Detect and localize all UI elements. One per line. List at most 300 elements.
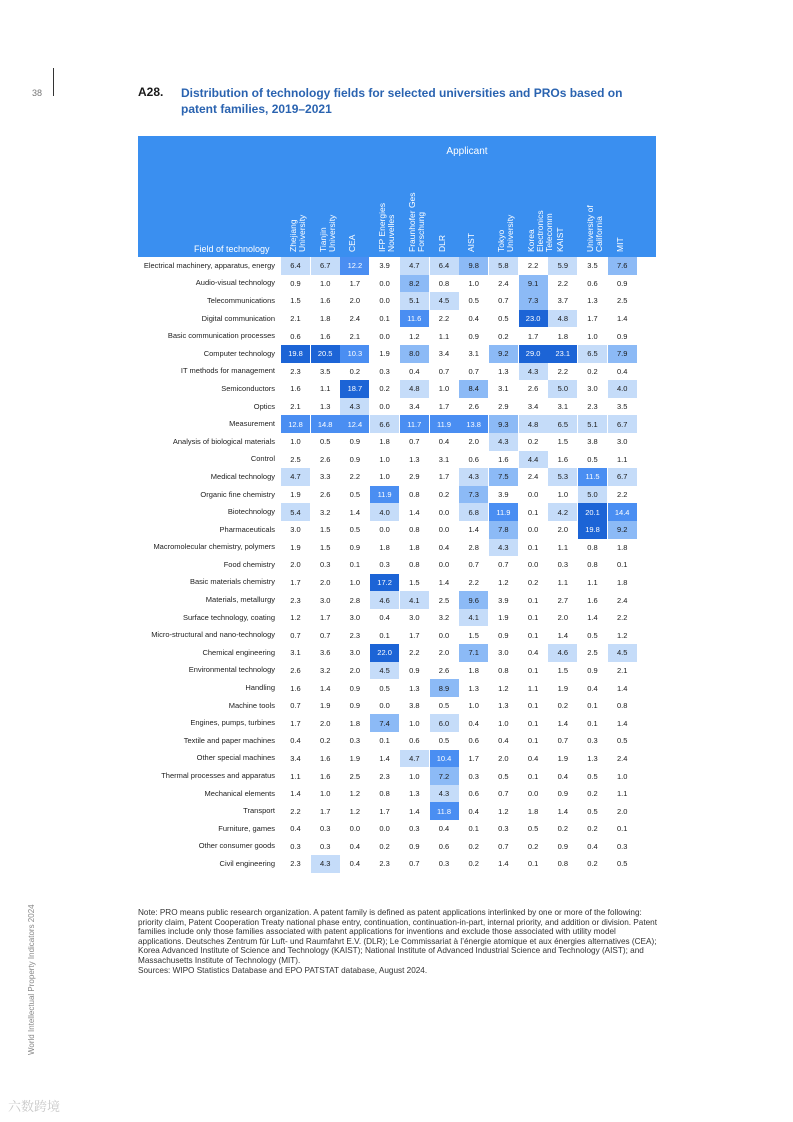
heatmap-cell: 0.1 bbox=[578, 714, 607, 732]
heatmap-cell: 1.0 bbox=[400, 714, 429, 732]
heatmap-cell: 4.3 bbox=[311, 855, 340, 873]
heatmap-cell: 1.2 bbox=[489, 574, 518, 592]
heatmap-cell: 1.7 bbox=[400, 626, 429, 644]
heatmap-cell: 0.1 bbox=[370, 732, 399, 750]
heatmap-cell: 1.8 bbox=[608, 574, 637, 592]
row-label: Pharmaceuticals bbox=[219, 524, 275, 534]
heatmap-cell: 0.6 bbox=[459, 785, 488, 803]
heatmap-cell: 2.3 bbox=[281, 855, 310, 873]
heatmap-cell: 0.4 bbox=[281, 732, 310, 750]
heatmap-cell: 1.3 bbox=[400, 785, 429, 803]
heatmap-cell: 2.0 bbox=[548, 521, 577, 539]
heatmap-cell: 7.9 bbox=[608, 345, 637, 363]
heatmap-cell: 0.0 bbox=[340, 820, 369, 838]
heatmap-cell: 2.3 bbox=[281, 363, 310, 381]
column-header-label: Tianjin University bbox=[317, 214, 337, 252]
heatmap-cell: 2.1 bbox=[608, 662, 637, 680]
heatmap-cell: 1.5 bbox=[400, 574, 429, 592]
heatmap-cell: 3.5 bbox=[608, 398, 637, 416]
heatmap-cell: 0.0 bbox=[370, 697, 399, 715]
heatmap-cell: 2.2 bbox=[459, 574, 488, 592]
row-label: Audio-visual technology bbox=[195, 278, 275, 288]
heatmap-cell: 2.3 bbox=[578, 398, 607, 416]
heatmap-cell: 1.1 bbox=[281, 767, 310, 785]
table-row bbox=[138, 679, 656, 697]
heatmap-cell: 0.4 bbox=[430, 539, 459, 557]
heatmap-cell: 1.9 bbox=[311, 697, 340, 715]
heatmap-cell: 0.5 bbox=[340, 521, 369, 539]
heatmap-cell: 0.9 bbox=[548, 838, 577, 856]
heatmap-cell: 2.6 bbox=[281, 662, 310, 680]
heatmap-cell: 0.7 bbox=[489, 292, 518, 310]
heatmap-cell: 1.6 bbox=[489, 451, 518, 469]
heatmap-cell: 2.0 bbox=[311, 714, 340, 732]
heatmap-cell: 6.4 bbox=[281, 257, 310, 275]
heatmap-cell: 0.8 bbox=[608, 697, 637, 715]
heatmap-cell: 0.6 bbox=[578, 275, 607, 293]
heatmap-cell: 1.3 bbox=[578, 750, 607, 768]
heatmap-cell: 0.1 bbox=[519, 609, 548, 627]
heatmap-cell: 2.4 bbox=[340, 310, 369, 328]
heatmap-cell: 2.8 bbox=[459, 539, 488, 557]
heatmap-cell: 6.0 bbox=[430, 714, 459, 732]
heatmap-cell: 2.6 bbox=[519, 380, 548, 398]
heatmap-cell: 1.2 bbox=[489, 802, 518, 820]
heatmap-cell: 1.0 bbox=[400, 767, 429, 785]
heatmap-cell: 0.8 bbox=[489, 662, 518, 680]
heatmap-cell: 0.3 bbox=[400, 820, 429, 838]
heatmap-cell: 0.5 bbox=[608, 732, 637, 750]
heatmap-cell: 5.4 bbox=[281, 503, 310, 521]
heatmap-cell: 0.7 bbox=[459, 556, 488, 574]
heatmap-cell: 0.5 bbox=[459, 292, 488, 310]
heatmap-cell: 0.2 bbox=[578, 820, 607, 838]
heatmap-cell: 1.6 bbox=[311, 327, 340, 345]
heatmap-cell: 0.5 bbox=[340, 486, 369, 504]
table-row bbox=[138, 521, 656, 539]
heatmap-cell: 0.8 bbox=[400, 556, 429, 574]
heatmap-cell: 2.6 bbox=[311, 451, 340, 469]
table-row bbox=[138, 380, 656, 398]
heatmap-cell: 4.3 bbox=[489, 539, 518, 557]
table-body bbox=[138, 257, 656, 873]
heatmap-cell: 23.0 bbox=[519, 310, 548, 328]
heatmap-cell: 4.1 bbox=[459, 609, 488, 627]
heatmap-cell: 1.1 bbox=[608, 451, 637, 469]
heatmap-cell: 0.0 bbox=[519, 556, 548, 574]
row-label: Computer technology bbox=[203, 348, 275, 358]
table-row bbox=[138, 257, 656, 275]
heatmap-cell: 1.7 bbox=[340, 275, 369, 293]
heatmap-cell: 4.0 bbox=[370, 503, 399, 521]
heatmap-cell: 13.8 bbox=[459, 415, 488, 433]
heatmap-cell: 0.1 bbox=[519, 662, 548, 680]
heatmap-cell: 2.2 bbox=[608, 609, 637, 627]
heatmap-cell: 3.9 bbox=[370, 257, 399, 275]
heatmap-cell: 2.0 bbox=[459, 433, 488, 451]
heatmap-cell: 1.3 bbox=[400, 679, 429, 697]
heatmap-cell: 0.2 bbox=[548, 697, 577, 715]
heatmap-cell: 0.2 bbox=[459, 855, 488, 873]
heatmap-cell: 3.9 bbox=[489, 486, 518, 504]
heatmap-cell: 14.4 bbox=[608, 503, 637, 521]
heatmap-cell: 0.5 bbox=[430, 697, 459, 715]
heatmap-cell: 9.6 bbox=[459, 591, 488, 609]
column-header-label: AIST bbox=[466, 233, 477, 252]
heatmap-cell: 4.6 bbox=[548, 644, 577, 662]
row-label: Food chemistry bbox=[223, 559, 275, 569]
heatmap-cell: 3.0 bbox=[281, 521, 310, 539]
heatmap-cell: 2.6 bbox=[459, 398, 488, 416]
heatmap-cell: 0.1 bbox=[519, 503, 548, 521]
heatmap-cell: 0.2 bbox=[430, 486, 459, 504]
heatmap-cell: 0.2 bbox=[370, 838, 399, 856]
heatmap-cell: 1.3 bbox=[400, 451, 429, 469]
heatmap-cell: 1.6 bbox=[311, 767, 340, 785]
heatmap-cell: 1.4 bbox=[311, 679, 340, 697]
heatmap-cell: 2.4 bbox=[608, 591, 637, 609]
heatmap-cell: 3.5 bbox=[311, 363, 340, 381]
heatmap-cell: 7.6 bbox=[608, 257, 637, 275]
heatmap-cell: 1.7 bbox=[370, 802, 399, 820]
heatmap-cell: 0.5 bbox=[489, 310, 518, 328]
heatmap-cell: 3.5 bbox=[578, 257, 607, 275]
column-header bbox=[489, 158, 519, 252]
heatmap-cell: 1.7 bbox=[281, 574, 310, 592]
row-label: Engines, pumps, turbines bbox=[190, 718, 275, 728]
row-label: Control bbox=[250, 454, 275, 464]
heatmap-cell: 2.0 bbox=[281, 556, 310, 574]
heatmap-cell: 9.2 bbox=[489, 345, 518, 363]
heatmap-cell: 2.2 bbox=[519, 257, 548, 275]
heatmap-cell: 0.9 bbox=[281, 275, 310, 293]
heatmap-cell: 4.1 bbox=[400, 591, 429, 609]
heatmap-cell: 4.8 bbox=[519, 415, 548, 433]
heatmap-cell: 0.2 bbox=[459, 838, 488, 856]
column-header-label: KAIST bbox=[555, 227, 566, 252]
heatmap-cell: 20.5 bbox=[311, 345, 340, 363]
heatmap-cell: 0.1 bbox=[519, 697, 548, 715]
heatmap-cell: 0.9 bbox=[459, 327, 488, 345]
heatmap-cell: 2.7 bbox=[548, 591, 577, 609]
heatmap-cell: 1.8 bbox=[370, 539, 399, 557]
heatmap-cell: 1.0 bbox=[489, 714, 518, 732]
heatmap-cell: 0.7 bbox=[489, 785, 518, 803]
heatmap-cell: 6.4 bbox=[430, 257, 459, 275]
heatmap-cell: 0.5 bbox=[489, 767, 518, 785]
heatmap-cell: 1.6 bbox=[578, 591, 607, 609]
heatmap-cell: 3.1 bbox=[281, 644, 310, 662]
heatmap-cell: 0.6 bbox=[430, 838, 459, 856]
heatmap-cell: 0.4 bbox=[281, 820, 310, 838]
heatmap-cell: 11.9 bbox=[370, 486, 399, 504]
heatmap-cell: 0.9 bbox=[400, 662, 429, 680]
sources-text: Sources: WIPO Statistics Database and EPO PATSTAT database, August 2024. bbox=[138, 965, 428, 975]
column-header bbox=[340, 158, 370, 252]
row-label: Organic fine chemistry bbox=[200, 489, 275, 499]
table-row bbox=[138, 486, 656, 504]
heatmap-cell: 3.1 bbox=[430, 451, 459, 469]
heatmap-cell: 3.4 bbox=[281, 750, 310, 768]
field-header: Field of technology bbox=[194, 244, 270, 254]
heatmap-cell: 0.1 bbox=[608, 820, 637, 838]
table-row bbox=[138, 451, 656, 469]
heatmap-cell: 5.1 bbox=[578, 415, 607, 433]
heatmap-cell: 8.2 bbox=[400, 275, 429, 293]
row-label: Medical technology bbox=[210, 471, 275, 481]
heatmap-cell: 7.8 bbox=[489, 521, 518, 539]
heatmap-cell: 1.0 bbox=[340, 574, 369, 592]
heatmap-cell: 0.3 bbox=[370, 556, 399, 574]
heatmap-cell: 1.9 bbox=[489, 609, 518, 627]
table-row bbox=[138, 415, 656, 433]
heatmap-cell: 0.4 bbox=[578, 679, 607, 697]
heatmap-cell: 0.3 bbox=[489, 820, 518, 838]
heatmap-cell: 0.4 bbox=[459, 802, 488, 820]
heatmap-cell: 1.8 bbox=[400, 539, 429, 557]
heatmap-cell: 3.2 bbox=[311, 662, 340, 680]
heatmap-cell: 1.2 bbox=[340, 802, 369, 820]
heatmap-cell: 1.4 bbox=[548, 714, 577, 732]
heatmap-cell: 2.0 bbox=[430, 644, 459, 662]
row-label: Basic materials chemistry bbox=[189, 577, 275, 587]
table-row bbox=[138, 838, 656, 856]
heatmap-cell: 0.2 bbox=[340, 363, 369, 381]
heatmap-cell: 4.5 bbox=[370, 662, 399, 680]
heatmap-cell: 7.5 bbox=[489, 468, 518, 486]
table-row bbox=[138, 327, 656, 345]
table-row bbox=[138, 802, 656, 820]
heatmap-cell: 1.7 bbox=[311, 609, 340, 627]
heatmap-cell: 4.7 bbox=[281, 468, 310, 486]
heatmap-cell: 7.2 bbox=[430, 767, 459, 785]
heatmap-cell: 1.4 bbox=[548, 802, 577, 820]
table-row bbox=[138, 275, 656, 293]
heatmap-cell: 0.4 bbox=[519, 750, 548, 768]
row-label: Measurement bbox=[229, 419, 275, 429]
heatmap-cell: 0.4 bbox=[430, 820, 459, 838]
heatmap-cell: 1.2 bbox=[340, 785, 369, 803]
column-header bbox=[578, 158, 608, 252]
heatmap-cell: 2.0 bbox=[608, 802, 637, 820]
heatmap-cell: 1.9 bbox=[548, 679, 577, 697]
heatmap-cell: 0.7 bbox=[281, 697, 310, 715]
heatmap-cell: 0.2 bbox=[578, 363, 607, 381]
heatmap-cell: 0.1 bbox=[519, 732, 548, 750]
heatmap-cell: 0.2 bbox=[370, 380, 399, 398]
heatmap-cell: 0.3 bbox=[370, 363, 399, 381]
heatmap-cell: 0.5 bbox=[430, 732, 459, 750]
column-header bbox=[608, 158, 638, 252]
row-label: Chemical engineering bbox=[202, 647, 275, 657]
heatmap-cell: 1.8 bbox=[519, 802, 548, 820]
heatmap-cell: 2.5 bbox=[608, 292, 637, 310]
heatmap-cell: 3.0 bbox=[340, 644, 369, 662]
heatmap-table bbox=[138, 136, 656, 873]
heatmap-cell: 2.3 bbox=[370, 855, 399, 873]
heatmap-cell: 0.7 bbox=[459, 363, 488, 381]
heatmap-cell: 1.8 bbox=[459, 662, 488, 680]
table-row bbox=[138, 662, 656, 680]
heatmap-cell: 0.3 bbox=[311, 820, 340, 838]
table-row bbox=[138, 468, 656, 486]
heatmap-cell: 0.7 bbox=[281, 626, 310, 644]
heatmap-cell: 0.6 bbox=[459, 732, 488, 750]
heatmap-cell: 2.3 bbox=[281, 591, 310, 609]
heatmap-cell: 0.6 bbox=[281, 327, 310, 345]
column-header-label: Tokyo University bbox=[495, 214, 515, 252]
heatmap-cell: 1.9 bbox=[281, 486, 310, 504]
heatmap-cell: 0.5 bbox=[311, 433, 340, 451]
table-row bbox=[138, 732, 656, 750]
heatmap-cell: 0.7 bbox=[430, 363, 459, 381]
column-header-label: Korea Electronics Telecomm bbox=[525, 210, 554, 252]
row-label: Telecommunications bbox=[207, 295, 275, 305]
heatmap-cell: 3.1 bbox=[459, 345, 488, 363]
column-header bbox=[281, 158, 311, 252]
heatmap-cell: 1.1 bbox=[519, 679, 548, 697]
heatmap-cell: 3.4 bbox=[430, 345, 459, 363]
heatmap-cell: 19.8 bbox=[281, 345, 310, 363]
heatmap-cell: 1.4 bbox=[340, 503, 369, 521]
heatmap-cell: 0.7 bbox=[311, 626, 340, 644]
heatmap-cell: 0.4 bbox=[430, 433, 459, 451]
heatmap-cell: 1.4 bbox=[548, 626, 577, 644]
heatmap-cell: 0.4 bbox=[370, 609, 399, 627]
heatmap-cell: 1.2 bbox=[400, 327, 429, 345]
row-label: IT methods for management bbox=[180, 366, 275, 376]
heatmap-cell: 4.8 bbox=[548, 310, 577, 328]
row-label: Machine tools bbox=[228, 700, 275, 710]
heatmap-cell: 3.4 bbox=[519, 398, 548, 416]
column-header bbox=[400, 158, 430, 252]
heatmap-cell: 6.7 bbox=[608, 415, 637, 433]
row-label: Mechanical elements bbox=[204, 788, 275, 798]
heatmap-cell: 3.9 bbox=[489, 591, 518, 609]
heatmap-cell: 17.2 bbox=[370, 574, 399, 592]
heatmap-cell: 11.6 bbox=[400, 310, 429, 328]
heatmap-cell: 5.8 bbox=[489, 257, 518, 275]
heatmap-cell: 0.1 bbox=[519, 767, 548, 785]
row-label: Textile and paper machines bbox=[183, 735, 275, 745]
heatmap-cell: 10.3 bbox=[340, 345, 369, 363]
heatmap-cell: 9.2 bbox=[608, 521, 637, 539]
column-header-label: University of California bbox=[585, 205, 604, 252]
heatmap-cell: 12.4 bbox=[340, 415, 369, 433]
heatmap-cell: 4.7 bbox=[400, 750, 429, 768]
heatmap-cell: 0.0 bbox=[370, 327, 399, 345]
heatmap-cell: 0.0 bbox=[519, 521, 548, 539]
heatmap-cell: 3.6 bbox=[311, 644, 340, 662]
table-row bbox=[138, 767, 656, 785]
heatmap-cell: 0.1 bbox=[340, 556, 369, 574]
heatmap-cell: 2.3 bbox=[370, 767, 399, 785]
heatmap-cell: 1.4 bbox=[430, 574, 459, 592]
heatmap-cell: 23.1 bbox=[548, 345, 577, 363]
heatmap-cell: 1.4 bbox=[578, 609, 607, 627]
heatmap-cell: 0.2 bbox=[519, 838, 548, 856]
heatmap-cell: 2.5 bbox=[430, 591, 459, 609]
table-row bbox=[138, 644, 656, 662]
heatmap-cell: 11.5 bbox=[578, 468, 607, 486]
heatmap-cell: 0.3 bbox=[311, 838, 340, 856]
heatmap-cell: 3.0 bbox=[608, 433, 637, 451]
heatmap-cell: 1.0 bbox=[370, 468, 399, 486]
heatmap-cell: 0.0 bbox=[430, 521, 459, 539]
watermark-logo: 六数跨境 bbox=[8, 1099, 61, 1114]
note-block bbox=[138, 908, 658, 975]
table-row bbox=[138, 539, 656, 557]
column-header bbox=[459, 158, 489, 252]
heatmap-cell: 6.8 bbox=[459, 503, 488, 521]
heatmap-cell: 1.2 bbox=[489, 679, 518, 697]
heatmap-cell: 12.8 bbox=[281, 415, 310, 433]
heatmap-cell: 1.4 bbox=[281, 785, 310, 803]
heatmap-cell: 1.1 bbox=[578, 574, 607, 592]
heatmap-cell: 2.4 bbox=[519, 468, 548, 486]
heatmap-cell: 0.9 bbox=[608, 327, 637, 345]
heatmap-cell: 1.0 bbox=[459, 697, 488, 715]
heatmap-cell: 1.0 bbox=[430, 380, 459, 398]
heatmap-cell: 0.0 bbox=[519, 785, 548, 803]
heatmap-cell: 0.2 bbox=[519, 433, 548, 451]
heatmap-cell: 1.7 bbox=[430, 468, 459, 486]
heatmap-cell: 0.7 bbox=[400, 855, 429, 873]
heatmap-cell: 0.2 bbox=[489, 327, 518, 345]
table-row bbox=[138, 363, 656, 381]
heatmap-cell: 4.7 bbox=[400, 257, 429, 275]
table-header bbox=[138, 136, 656, 257]
heatmap-cell: 0.8 bbox=[400, 521, 429, 539]
heatmap-cell: 3.0 bbox=[311, 591, 340, 609]
heatmap-cell: 0.5 bbox=[608, 855, 637, 873]
table-row bbox=[138, 750, 656, 768]
heatmap-cell: 1.8 bbox=[311, 310, 340, 328]
heatmap-cell: 8.4 bbox=[459, 380, 488, 398]
heatmap-cell: 4.8 bbox=[400, 380, 429, 398]
table-row bbox=[138, 714, 656, 732]
heatmap-cell: 2.3 bbox=[340, 626, 369, 644]
table-row bbox=[138, 609, 656, 627]
heatmap-cell: 0.8 bbox=[400, 486, 429, 504]
heatmap-cell: 2.9 bbox=[489, 398, 518, 416]
heatmap-cell: 1.5 bbox=[459, 626, 488, 644]
heatmap-cell: 0.0 bbox=[370, 275, 399, 293]
heatmap-cell: 19.8 bbox=[578, 521, 607, 539]
heatmap-cell: 2.6 bbox=[430, 662, 459, 680]
heatmap-cell: 4.3 bbox=[340, 398, 369, 416]
heatmap-cell: 3.0 bbox=[340, 609, 369, 627]
heatmap-cell: 0.9 bbox=[340, 539, 369, 557]
heatmap-cell: 0.8 bbox=[548, 855, 577, 873]
heatmap-cell: 5.0 bbox=[578, 486, 607, 504]
heatmap-cell: 1.5 bbox=[548, 433, 577, 451]
heatmap-cell: 0.9 bbox=[340, 433, 369, 451]
heatmap-cell: 0.3 bbox=[608, 838, 637, 856]
heatmap-cell: 1.5 bbox=[311, 539, 340, 557]
heatmap-cell: 1.0 bbox=[459, 275, 488, 293]
heatmap-cell: 0.4 bbox=[459, 714, 488, 732]
heatmap-cell: 11.9 bbox=[430, 415, 459, 433]
heatmap-cell: 1.1 bbox=[311, 380, 340, 398]
heatmap-cell: 0.7 bbox=[548, 732, 577, 750]
heatmap-cell: 0.7 bbox=[489, 838, 518, 856]
heatmap-cell: 9.8 bbox=[459, 257, 488, 275]
heatmap-cell: 3.8 bbox=[578, 433, 607, 451]
heatmap-cell: 3.7 bbox=[548, 292, 577, 310]
heatmap-cell: 0.0 bbox=[430, 503, 459, 521]
heatmap-cell: 0.3 bbox=[311, 556, 340, 574]
